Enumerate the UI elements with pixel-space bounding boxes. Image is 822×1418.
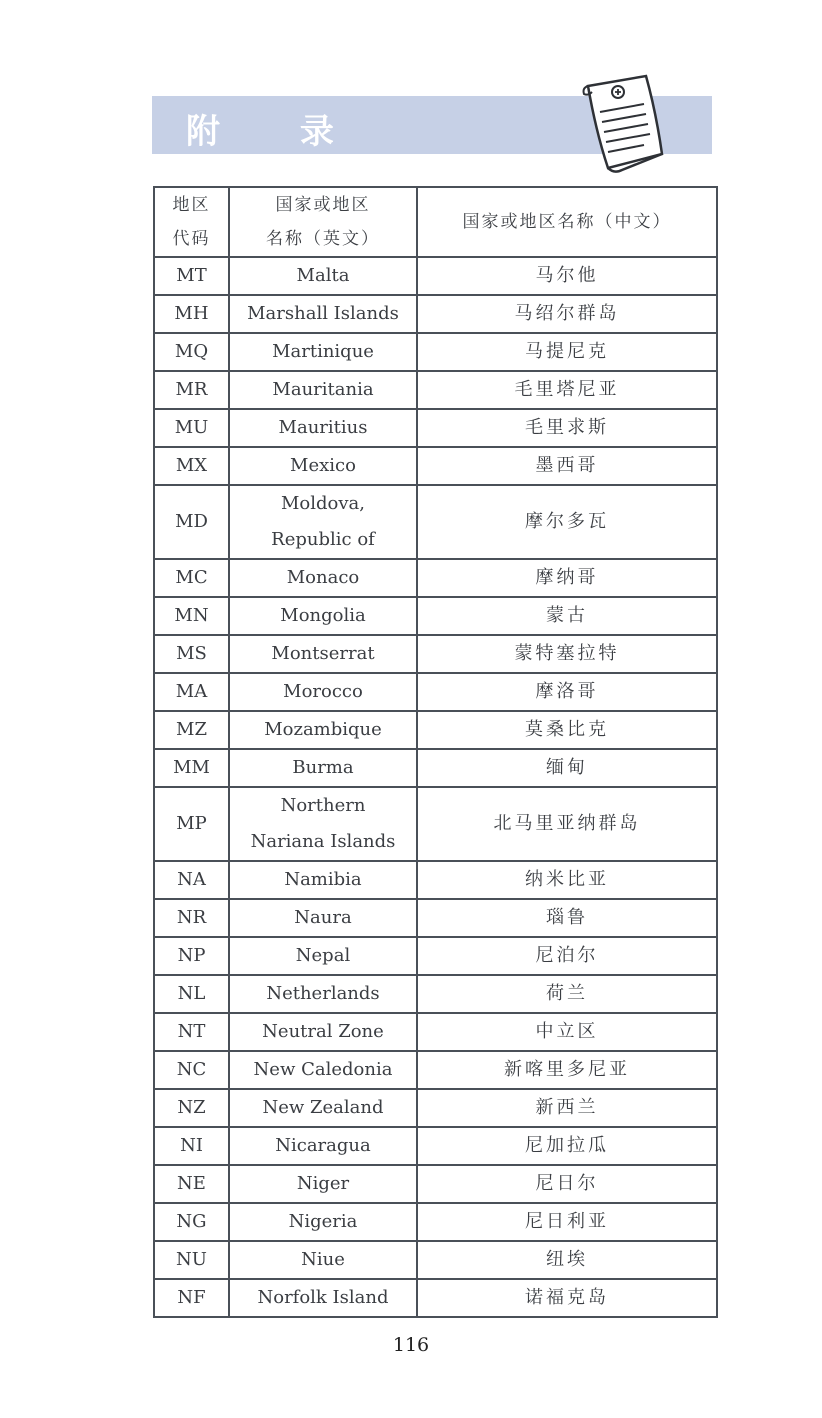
header-name-cn: 国家或地区名称（中文） [417,187,717,257]
region-code: NC [154,1051,229,1089]
region-code: MP [154,787,229,861]
table-row [154,333,717,371]
table-row [154,371,717,409]
region-code: NA [154,861,229,899]
country-name-en: Morocco [229,673,417,711]
document-scroll-icon [574,72,670,176]
country-name-en: Norfolk Island [229,1279,417,1317]
country-name-en: Marshall Islands [229,295,417,333]
table-row [154,1013,717,1051]
region-code: MQ [154,333,229,371]
table-row [154,1241,717,1279]
country-name-cn: 缅甸 [417,749,717,787]
country-name-en: Niue [229,1241,417,1279]
country-name-cn: 蒙特塞拉特 [417,635,717,673]
table-row [154,409,717,447]
country-name-en: Nigeria [229,1203,417,1241]
table-row [154,975,717,1013]
country-name-cn: 诺福克岛 [417,1279,717,1317]
table-row [154,257,717,295]
country-name-en: Mozambique [229,711,417,749]
region-code: NU [154,1241,229,1279]
region-code: MC [154,559,229,597]
table-row [154,1051,717,1089]
table-row [154,937,717,975]
region-code: NL [154,975,229,1013]
region-code: NE [154,1165,229,1203]
table-row [154,597,717,635]
country-name-cn: 瑙鲁 [417,899,717,937]
table-row [154,787,717,861]
country-name-cn: 毛里求斯 [417,409,717,447]
region-code: NZ [154,1089,229,1127]
country-name-cn: 马尔他 [417,257,717,295]
region-code: NI [154,1127,229,1165]
country-name-en: Martinique [229,333,417,371]
country-name-cn: 摩纳哥 [417,559,717,597]
country-name-cn: 蒙古 [417,597,717,635]
country-name-cn: 马提尼克 [417,333,717,371]
region-code: MU [154,409,229,447]
region-code: NT [154,1013,229,1051]
table-row [154,635,717,673]
country-name-cn: 毛里塔尼亚 [417,371,717,409]
country-name-en: Northern Nariana Islands [229,787,417,861]
country-name-en: Naura [229,899,417,937]
country-name-cn: 新喀里多尼亚 [417,1051,717,1089]
header-name-en: 国家或地区 名称（英文） [229,187,417,257]
country-name-cn: 尼日尔 [417,1165,717,1203]
region-code: MD [154,485,229,559]
country-name-cn: 纳米比亚 [417,861,717,899]
header-code: 地区 代码 [154,187,229,257]
table-row [154,673,717,711]
region-code: NG [154,1203,229,1241]
country-name-cn: 尼泊尔 [417,937,717,975]
country-name-en: Neutral Zone [229,1013,417,1051]
country-name-en: Montserrat [229,635,417,673]
region-code: MM [154,749,229,787]
table-row [154,295,717,333]
country-name-cn: 纽埃 [417,1241,717,1279]
table-row [154,861,717,899]
table-header-row [154,187,717,257]
table-row [154,1279,717,1317]
region-code: NP [154,937,229,975]
table-row [154,447,717,485]
table-row [154,899,717,937]
country-name-cn: 新西兰 [417,1089,717,1127]
region-code: MZ [154,711,229,749]
country-name-en: Mexico [229,447,417,485]
table-row [154,559,717,597]
country-name-en: New Zealand [229,1089,417,1127]
country-name-cn: 中立区 [417,1013,717,1051]
region-code: MS [154,635,229,673]
table-row [154,1203,717,1241]
country-name-en: Monaco [229,559,417,597]
table-row [154,1165,717,1203]
region-code: MT [154,257,229,295]
country-name-cn: 北马里亚纳群岛 [417,787,717,861]
country-name-cn: 马绍尔群岛 [417,295,717,333]
region-code: MX [154,447,229,485]
region-code: NR [154,899,229,937]
country-name-en: Nepal [229,937,417,975]
country-name-en: Mauritania [229,371,417,409]
country-name-cn: 尼加拉瓜 [417,1127,717,1165]
country-name-cn: 莫桑比克 [417,711,717,749]
country-name-en: Moldova, Republic of [229,485,417,559]
country-name-cn: 墨西哥 [417,447,717,485]
page-number: 116 [392,1334,430,1356]
region-code: MN [154,597,229,635]
country-code-table [153,186,718,1318]
country-name-en: Mauritius [229,409,417,447]
country-name-en: Mongolia [229,597,417,635]
country-name-cn: 尼日利亚 [417,1203,717,1241]
country-name-en: New Caledonia [229,1051,417,1089]
country-name-en: Malta [229,257,417,295]
country-name-en: Niger [229,1165,417,1203]
table-row [154,1127,717,1165]
table-row [154,749,717,787]
appendix-title: 附 录 [186,112,368,152]
country-name-cn: 荷兰 [417,975,717,1013]
country-name-en: Burma [229,749,417,787]
region-code: MA [154,673,229,711]
country-name-cn: 摩洛哥 [417,673,717,711]
country-name-en: Netherlands [229,975,417,1013]
table-row [154,485,717,559]
country-name-cn: 摩尔多瓦 [417,485,717,559]
table-row [154,711,717,749]
country-name-en: Namibia [229,861,417,899]
country-name-en: Nicaragua [229,1127,417,1165]
region-code: MH [154,295,229,333]
region-code: NF [154,1279,229,1317]
table-row [154,1089,717,1127]
region-code: MR [154,371,229,409]
